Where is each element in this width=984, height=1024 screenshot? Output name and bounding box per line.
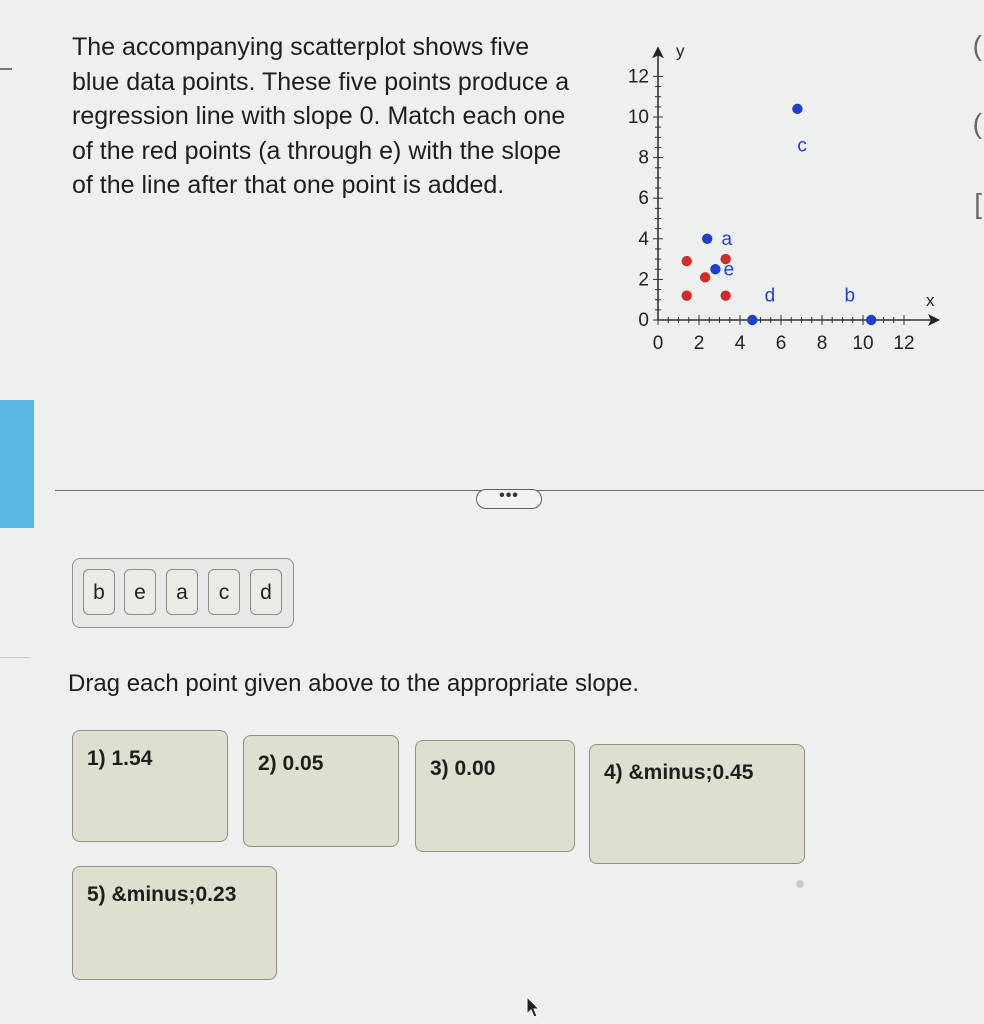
- x-axis-label: x: [926, 291, 935, 310]
- question-line: of the red points (a through e) with the slope: [72, 136, 562, 165]
- y-tick-label: 4: [638, 228, 649, 250]
- collapse-button[interactable]: •••: [476, 489, 542, 509]
- slot-label: 5) &minus;0.23: [87, 883, 237, 906]
- x-tick-label: 4: [734, 333, 746, 354]
- point-labels: [722, 135, 856, 306]
- y-tick-label: 2: [638, 269, 649, 291]
- point-label-a: a: [721, 228, 733, 250]
- red-data-point: [700, 272, 710, 282]
- x-tick-label: 0: [652, 333, 664, 354]
- red-data-point: [720, 290, 730, 300]
- left-edge-tick: [0, 68, 12, 70]
- y-tick-label: 6: [638, 188, 649, 210]
- x-tick-label: 6: [775, 333, 787, 354]
- blue-data-point: [792, 104, 802, 114]
- slot-label: 4) &minus;0.45: [604, 761, 754, 784]
- point-label-c: c: [797, 135, 807, 157]
- left-divider: [0, 657, 30, 658]
- point-label-d: d: [764, 285, 776, 307]
- chip-c[interactable]: c: [208, 569, 240, 615]
- blue-data-point: [702, 234, 712, 244]
- question-line: of the line after that one point is added.: [72, 171, 505, 199]
- chip-b[interactable]: b: [83, 569, 115, 615]
- answer-tray: [72, 558, 294, 628]
- slope-slot-3[interactable]: [415, 740, 575, 852]
- chip-a[interactable]: a: [166, 569, 198, 615]
- question-line: regression line with slope 0. Match each one: [72, 102, 566, 130]
- chip-e[interactable]: e: [124, 569, 156, 615]
- chip-d[interactable]: d: [250, 569, 282, 615]
- axes: [652, 41, 940, 326]
- x-tick-label: 2: [693, 333, 705, 354]
- y-tick-label: 10: [627, 107, 649, 128]
- partial-icon: [: [974, 188, 982, 219]
- instruction-text: Drag each point given above to the appropriate slope.: [68, 670, 640, 697]
- decor-dot: [796, 880, 804, 888]
- left-accent-stripe: [0, 400, 34, 528]
- slot-label: 2) 0.05: [258, 752, 324, 775]
- partial-icon: (: [972, 108, 982, 139]
- slope-slot-5[interactable]: [72, 866, 277, 980]
- mouse-cursor-icon: [526, 996, 540, 1018]
- slot-label: 1) 1.54: [87, 747, 153, 770]
- y-tick-label: 0: [638, 310, 649, 331]
- red-data-point: [682, 256, 692, 266]
- point-label-e: e: [723, 259, 735, 281]
- slope-slot-4[interactable]: [589, 744, 805, 864]
- tick-marks: [628, 66, 915, 354]
- blue-data-point: [866, 315, 876, 325]
- slot-label: 3) 0.00: [430, 757, 496, 780]
- scatterplot: [615, 30, 955, 370]
- slope-slot-1[interactable]: [72, 730, 228, 842]
- x-tick-label: 8: [816, 333, 828, 354]
- red-data-point: [682, 290, 692, 300]
- question-line: blue data points. These five points produce a: [72, 67, 570, 96]
- partial-icon: (: [972, 30, 982, 61]
- question-line: The accompanying scatterplot shows five: [72, 33, 530, 61]
- y-tick-label: 12: [627, 66, 649, 88]
- slope-slot-2[interactable]: [243, 735, 399, 847]
- point-label-b: b: [844, 285, 856, 307]
- y-axis-label: y: [676, 41, 685, 61]
- y-tick-label: 8: [638, 147, 649, 169]
- x-tick-label: 12: [893, 333, 915, 354]
- blue-data-point: [710, 264, 720, 274]
- question-text: [72, 30, 622, 203]
- x-tick-label: 10: [852, 333, 874, 354]
- blue-data-point: [747, 315, 757, 325]
